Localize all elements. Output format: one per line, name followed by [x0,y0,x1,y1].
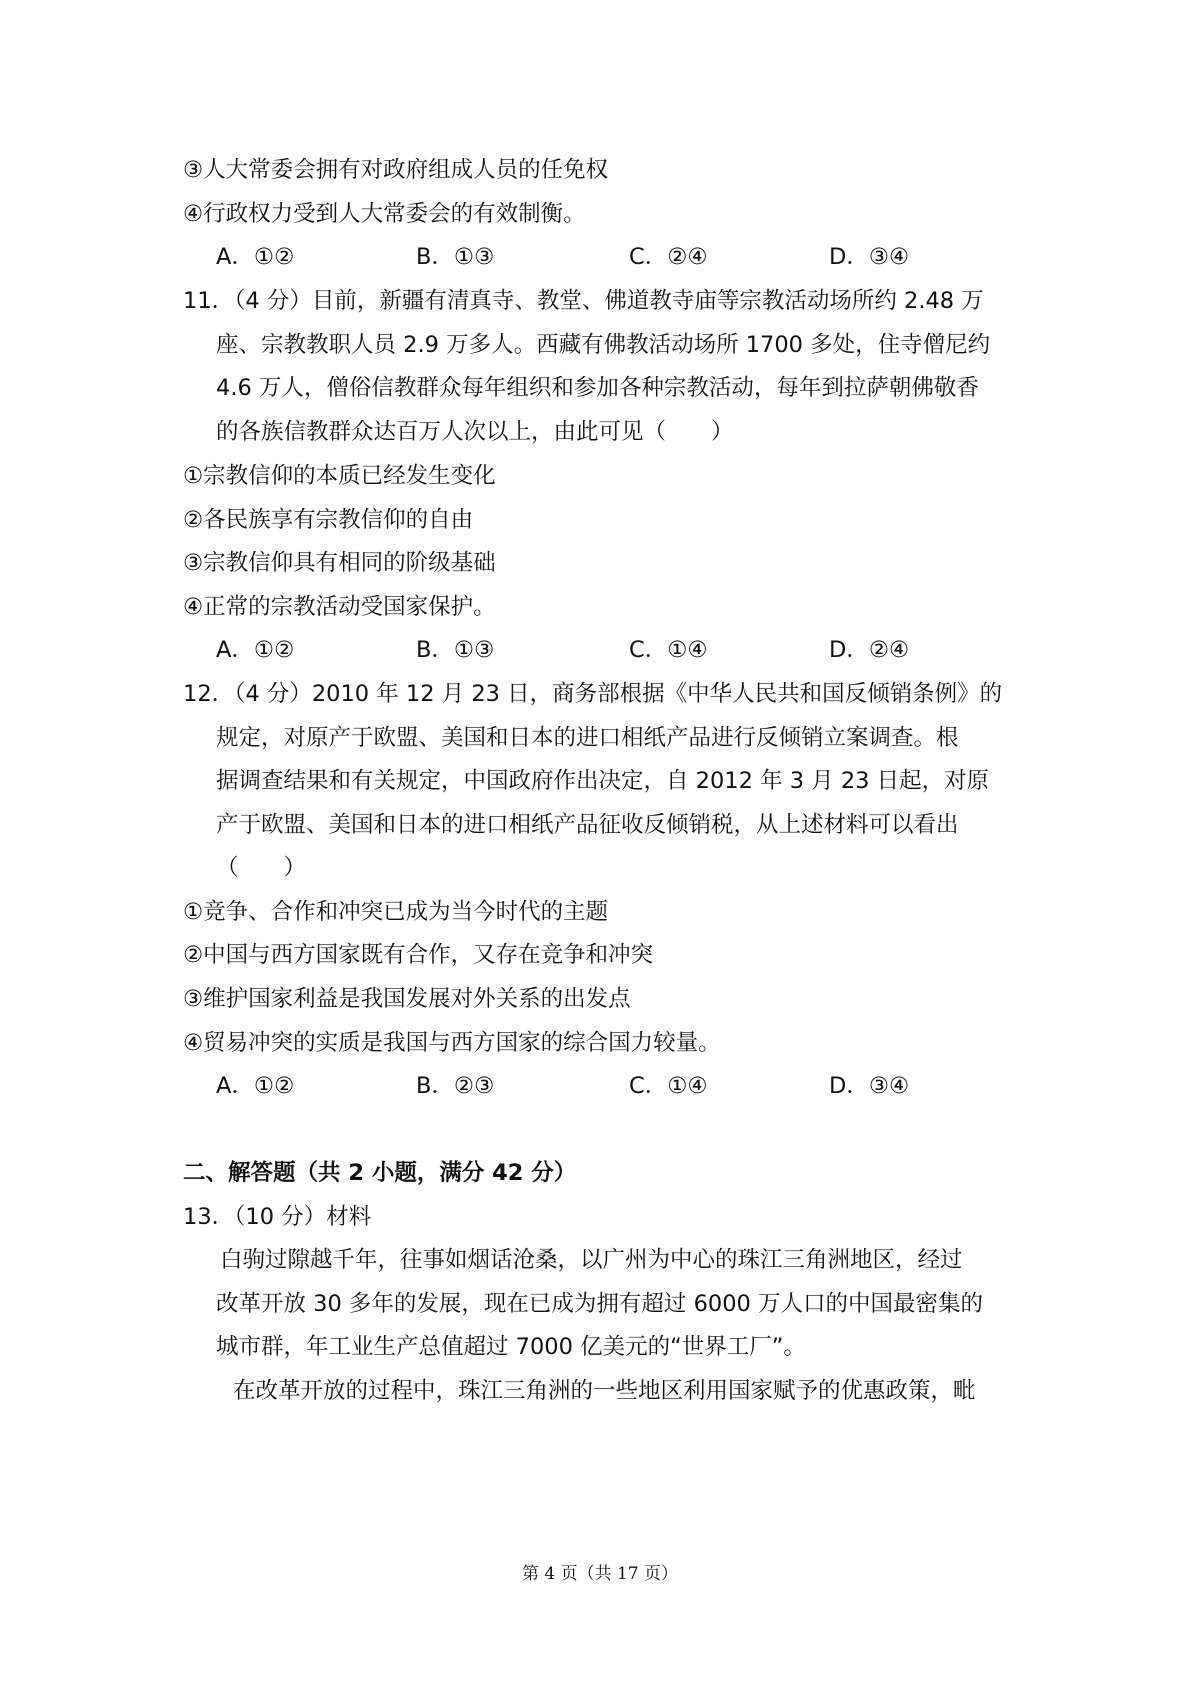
question-13-header: 13．（10 分）材料 [183,1204,372,1230]
option-1: ①宗教信仰的本质已经发生变化 [183,463,496,489]
choice-b: B．①③ [416,244,495,270]
choice-c: C．②④ [629,244,708,270]
choice-c: C．①④ [629,637,708,663]
option-4: ④行政权力受到人大常委会的有效制衡。 [183,201,586,227]
material-paragraph: 改革开放 30 多年的发展，现在已成为拥有超过 6000 万人口的中国最密集的 [216,1291,984,1317]
option-4: ④贸易冲突的实质是我国与西方国家的综合国力较量。 [183,1030,721,1056]
option-2: ②中国与西方国家既有合作，又存在竞争和冲突 [183,942,654,968]
question-11-stem: 11．（4 分）目前，新疆有清真寺、教堂、佛道教寺庙等宗教活动场所约 2.48 万 [183,288,984,314]
answer-blank: （ ） [216,855,307,881]
choice-a: A．①② [216,1073,295,1099]
choice-b: B．②③ [416,1073,495,1099]
section-title: 二、解答题（共 2 小题，满分 42 分） [183,1160,577,1186]
option-3: ③宗教信仰具有相同的阶级基础 [183,550,496,576]
choice-a: A．①② [216,244,295,270]
question-11-stem: 的各族信教群众达百万人次以上，由此可见（ ） [216,419,734,445]
page-number-footer: 第 4 页（共 17 页） [521,1564,679,1584]
option-2: ②各民族享有宗教信仰的自由 [183,507,474,533]
material-paragraph: 城市群，年工业生产总值超过 7000 亿美元的“世界工厂”。 [216,1334,806,1360]
option-4: ④正常的宗教活动受国家保护。 [183,594,496,620]
choice-b: B．①③ [416,637,495,663]
question-11-stem: 座、宗教教职人员 2.9 万多人。西藏有佛教活动场所 1700 多处，住寺僧尼约 [216,332,991,358]
choice-d: D．③④ [829,244,910,270]
question-12-stem: 12．（4 分）2010 年 12 月 23 日，商务部根据《中华人民共和国反倾销条例》的 [183,681,1003,707]
option-3: ③维护国家利益是我国发展对外关系的出发点 [183,986,631,1012]
question-12-stem: 据调查结果和有关规定，中国政府作出决定，自 2012 年 3 月 23 日起，对原 [216,768,990,794]
question-12-stem: 产于欧盟、美国和日本的进口相纸产品征收反倾销税，从上述材料可以看出 [216,812,959,838]
choice-c: C．①④ [629,1073,708,1099]
question-12-stem: 规定，对原产于欧盟、美国和日本的进口相纸产品进行反倾销立案调查。根 [216,725,959,751]
choice-d: D．②④ [829,637,910,663]
question-11-stem: 4.6 万人，僧俗信教群众每年组织和参加各种宗教活动，每年到拉萨朝佛敬香 [216,375,979,401]
material-paragraph: 白驹过隙越千年，往事如烟话沧桑，以广州为中心的珠江三角洲地区，经过 [220,1247,963,1273]
option-3: ③人大常委会拥有对政府组成人员的任免权 [183,157,609,183]
choice-a: A．①② [216,637,295,663]
choice-d: D．③④ [829,1073,910,1099]
material-paragraph: 在改革开放的过程中，珠江三角洲的一些地区利用国家赋予的优惠政策，毗 [233,1378,976,1404]
option-1: ①竞争、合作和冲突已成为当今时代的主题 [183,899,609,925]
